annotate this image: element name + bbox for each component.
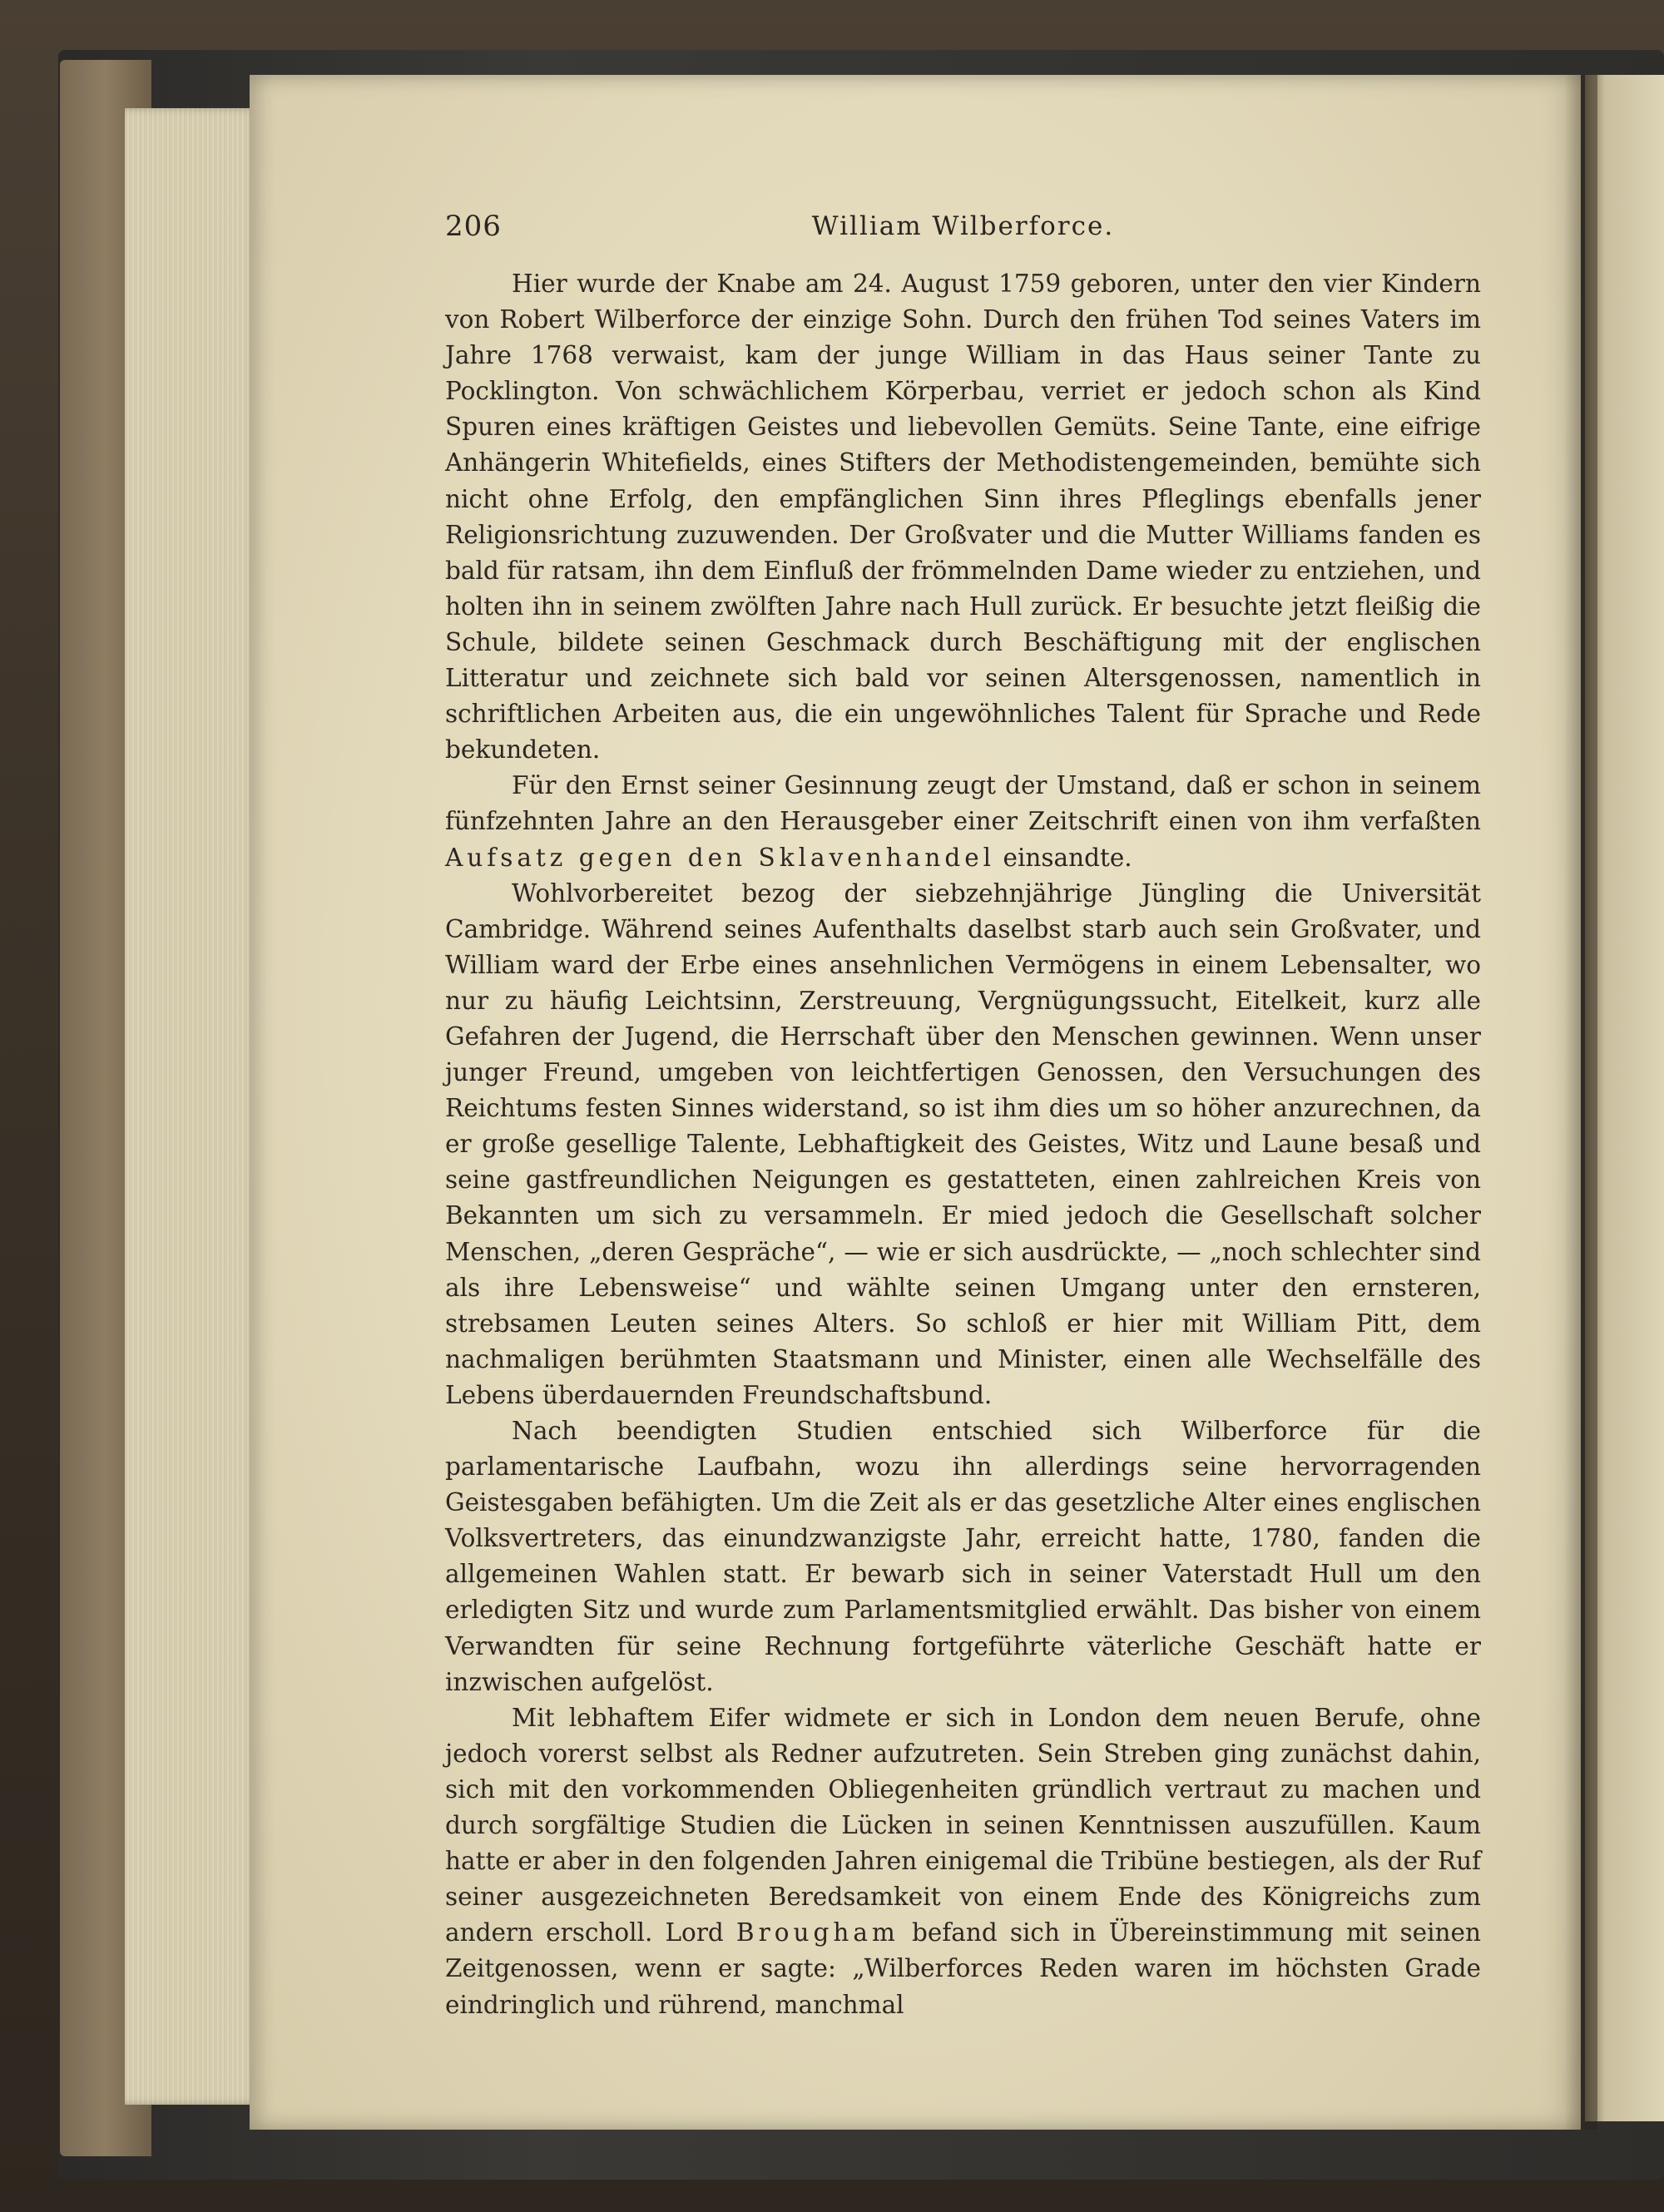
paragraph-1: Hier wurde der Knabe am 24. August 1759 geboren, unter den vier Kindern von Robert Wilberforce der einzige Sohn. Durch den frühen Tod seines Vaters im Jahre 1768 verwaist, kam der junge William in das Haus seiner Tante zu Pocklington. Von schwächlichem Körperbau, verriet er jedoch schon als Kind Spuren eines kräftigen Geistes und liebevollen Gemüts. Seine Tante, eine eifrige Anhängerin Whitefields, eines Stifters der Methodistengemeinden, bemühte sich nicht ohne Erfolg, den empfänglichen Sinn ihres Pfleglings ebenfalls jener Religionsrichtung zuzuwenden. Der Großvater und die Mutter Williams fanden es bald für ratsam, ihn dem Einfluß der frömmelnden Dame wieder zu entziehen, und holten ihn in seinem zwölften Jahre nach Hull zurück. Er besuchte jetzt fleißig die Schule, bildete seinen Geschmack durch Beschäftigung mit der englischen Litteratur und zeichnete sich bald vor seinen Altersgenossen, namentlich in schriftlichen Arbeiten aus, die ein ungewöhnliches Talent für Sprache und Rede bekundeten. <box>445 270 1481 765</box>
page-edges <box>125 108 258 2105</box>
gutter-shadow <box>1564 75 1597 2130</box>
emphasized-name: Brougham <box>735 1918 899 1947</box>
paragraph-2-text: Für den Ernst seiner Gesinnung zeugt der Umstand, daß er schon in seinem fünfzehnten Jahre an den Herausgeber einer Zeitschrift einen von ihm verfaßten <box>445 771 1481 836</box>
paragraph-5 <box>445 1700 1481 2023</box>
paragraph-5-end: befand sich in Übereinstimmung mit seinen Zeitgenossen, wenn er sagte: „Wilberforces Reden waren im höchsten Grade eindringlich und rührend, manchmal <box>445 1918 1482 2019</box>
emphasized-phrase: Aufsatz gegen den Sklavenhandel <box>445 843 996 872</box>
running-header <box>445 210 1481 260</box>
paragraph-2 <box>445 768 1481 875</box>
paragraph-2-end: einsandte. <box>995 843 1132 872</box>
running-title: William Wilberforce. <box>811 211 1115 241</box>
paragraph-3: Wohlvorbereitet bezog der siebzehnjährige Jüngling die Universität Cambridge. Während seines Aufenthalts daselbst starb auch sein Großvater, und William ward der Erbe eines ansehnlichen Vermögens in einem Lebensalter, wo nur zu häufig Leichtsinn, Zerstreuung, Vergnügungssucht, Eitelkeit, kurz alle Gefahren der Jugend, die Herrschaft über den Menschen gewinnen. Wenn unser junger Freund, umgeben von leichtfertigen Genossen, den Versuchungen des Reichtums festen Sinnes widerstand, so ist ihm dies um so höher anzurechnen, da er große gesellige Talente, Lebhaftigkeit des Geistes, Witz und Laune besaß und seine gastfreundlichen Neigungen es gestatteten, einen zahlreichen Kreis von Bekannten um sich zu versammeln. Er mied jedoch die Gesellschaft solcher Menschen, „deren Gespräche“, — wie er sich ausdrückte, — „noch schlechter sind als ihre Lebensweise“ und wählte seinen Umgang unter den ernsteren, strebsamen Leuten seines Alters. So schloß er hier mit William Pitt, dem nachmaligen berühmten Staatsmann und Minister, einen alle Wechselfälle des Lebens überdauernden Freundschaftsbund. <box>445 878 1481 1409</box>
page-number: 206 <box>445 210 502 243</box>
paragraph-5-text: Mit lebhaftem Eifer widmete er sich in London dem neuen Berufe, ohne jedoch vorerst selbst als Redner aufzutreten. Sein Streben ging zunächst dahin, sich mit den vorkommenden Obliegenheiten gründlich vertraut zu machen und durch sorgfältige Studien die Lücken in seinen Kenntnissen auszufüllen. Kaum hatte er aber in den folgenden Jahren einigemal die Tribüne bestiegen, als der Ruf seiner ausgezeichneten Beredsamkeit von einem Ende des Königreichs zum andern erscholl. Lord <box>445 1703 1481 1947</box>
paragraph-4: Nach beendigten Studien entschied sich Wilberforce für die parlamentarische Laufbahn, wozu ihn allerdings seine hervorragenden Geistesgaben befähigten. Um die Zeit als er das gesetzliche Alter eines englischen Volksvertreters, das einundzwanzigste Jahr, erreicht hatte, 1780, fanden die allgemeinen Wahlen statt. Er bewarb sich in seiner Vaterstadt Hull um den erledigten Sitz und wurde zum Parlamentsmitglied erwählt. Das bisher von einem Verwandten für seine Rechnung fortgeführte väterliche Geschäft hatte er inzwischen aufgelöst. <box>445 1417 1481 1696</box>
body-text <box>445 266 1481 2023</box>
